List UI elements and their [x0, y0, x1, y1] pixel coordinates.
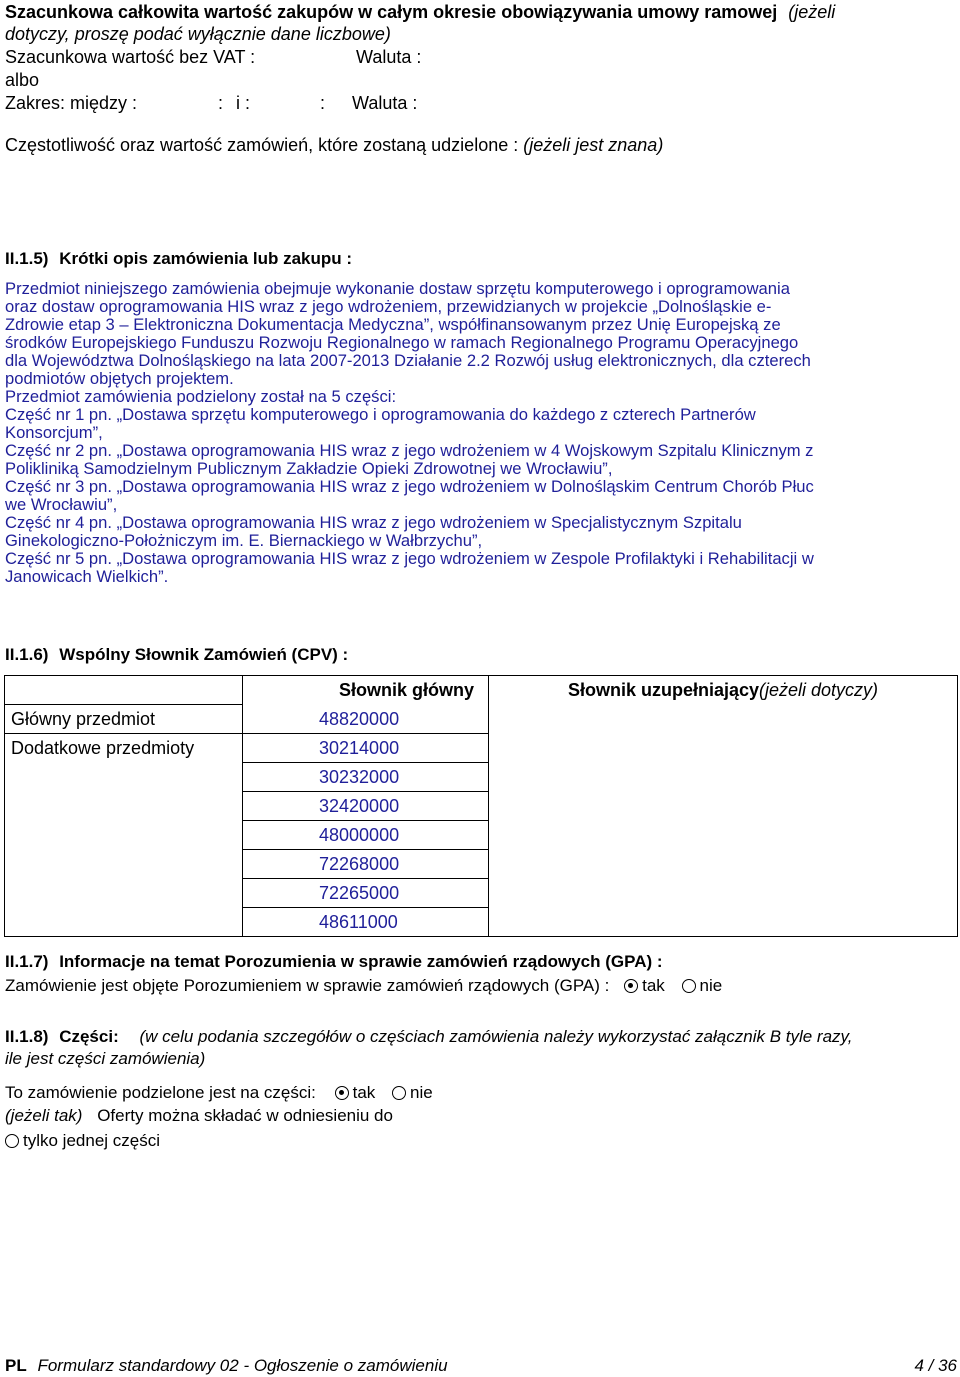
section-8-number: II.1.8) — [5, 1027, 49, 1046]
description-line: Część nr 4 pn. „Dostawa oprogramowania HIS wraz z jego wdrożeniem w Specjalistycznym Szpitalu — [5, 513, 742, 532]
section-8-note-2: ile jest części zamówienia) — [5, 1049, 206, 1068]
section-8-title: Części: — [59, 1027, 119, 1046]
currency-label: Waluta : — [356, 47, 422, 67]
row-additional-label: Dodatkowe przedmioty — [5, 734, 243, 763]
gpa-yes-option[interactable] — [624, 976, 665, 995]
table-row — [5, 850, 958, 879]
range-currency-label: Waluta : — [352, 93, 418, 113]
lots-line — [5, 1083, 433, 1103]
lots-yes-option[interactable] — [335, 1083, 376, 1102]
range-colon-2: : — [320, 93, 326, 113]
offers-label: Oferty można składać w odniesieniu do — [97, 1106, 393, 1125]
description-line: Przedmiot niniejszego zamówienia obejmuje wykonanie dostaw sprzętu komputerowego i oprogramowania — [5, 279, 790, 298]
table-cell — [489, 821, 958, 850]
table-cell — [489, 734, 958, 763]
table-cell — [489, 705, 958, 734]
gpa-no-option[interactable] — [682, 976, 723, 995]
section-8-note: (w celu podania szczegółów o częściach zamówienia należy wykorzystać załącznik B tyle razy, — [139, 1027, 853, 1046]
or-label: albo — [5, 70, 40, 90]
additional-code: 30232000 — [243, 763, 489, 792]
offers-line — [5, 1106, 393, 1126]
col-supp-title: Słownik uzupełniający — [567, 680, 760, 700]
section-5-number: II.1.5) — [5, 249, 49, 268]
framework-value-title: Szacunkowa całkowita wartość zakupów w całym okresie obowiązywania umowy ramowej — [5, 2, 778, 22]
col-main-header: Słownik główny — [243, 676, 489, 705]
radio-selected-icon[interactable] — [624, 979, 638, 993]
table-cell — [5, 763, 243, 792]
description-line: oraz dostaw oprogramowania HIS wraz z jego wdrożeniem, przewidzianych w projekcie „Dolnośląskie e- — [5, 297, 772, 316]
table-cell — [489, 792, 958, 821]
table-cell — [489, 879, 958, 908]
col-supp-note: (jeżeli dotyczy) — [759, 680, 879, 700]
frequency-line — [5, 134, 663, 156]
description-line: Ginekologiczno-Położniczym im. E. Biernackiego w Wałbrzychu”, — [5, 531, 483, 550]
table-cell — [5, 850, 243, 879]
section-8-heading — [5, 1027, 853, 1047]
framework-value-note: (jeżeli — [788, 2, 836, 22]
section-7-number: II.1.7) — [5, 952, 49, 971]
frequency-label: Częstotliwość oraz wartość zamówień, które zostaną udzielone : — [5, 135, 519, 155]
radio-empty-icon[interactable] — [5, 1134, 19, 1148]
frequency-note: (jeżeli jest znana) — [523, 135, 664, 155]
table-row — [5, 821, 958, 850]
value-label: Szacunkowa wartość bez VAT : — [5, 47, 256, 67]
description-line: Zdrowie etap 3 – Elektroniczna Dokumentacja Medyczna”, współfinansowanym przez Unię Europejską ze — [5, 315, 781, 334]
section-5-title: Krótki opis zamówienia lub zakupu : — [59, 249, 353, 268]
description-line: Konsorcjum”, — [5, 423, 103, 442]
main-code: 48820000 — [243, 705, 489, 734]
description-line: Część nr 1 pn. „Dostawa sprzętu komputerowego i oprogramowania do każdego z czterech Partnerów — [5, 405, 756, 424]
row-main-label: Główny przedmiot — [5, 705, 243, 734]
description-line: Część nr 3 pn. „Dostawa oprogramowania HIS wraz z jego wdrożeniem w Dolnośląskim Centrum Chorób Płuc — [5, 477, 814, 496]
description-line: środków Europejskiego Funduszu Rozwoju Regionalnego w ramach Regionalnego Programu Operacyjnego — [5, 333, 799, 352]
lots-question: To zamówienie podzielone jest na części: — [5, 1083, 316, 1102]
additional-code: 32420000 — [243, 792, 489, 821]
range-colon: : — [218, 93, 224, 113]
radio-empty-icon[interactable] — [392, 1086, 406, 1100]
one-lot-label: tylko jednej części — [23, 1131, 161, 1150]
short-description — [5, 280, 955, 586]
range-label: Zakres: między : — [5, 93, 138, 113]
description-line: Część nr 2 pn. „Dostawa oprogramowania HIS wraz z jego wdrożeniem w 4 Wojskowym Szpitalu Klinicznym z — [5, 441, 814, 460]
table-cell — [489, 850, 958, 879]
range-and-label: i : — [236, 93, 251, 113]
additional-code: 48000000 — [243, 821, 489, 850]
col-supp-header — [489, 676, 958, 705]
page-footer — [5, 1356, 957, 1376]
footer-form-title: Formularz standardowy 02 - Ogłoszenie o zamówieniu — [37, 1356, 448, 1375]
gpa-yes-label: tak — [642, 976, 665, 995]
table-row — [5, 908, 958, 937]
description-line: we Wrocławiu”, — [5, 495, 118, 514]
section-7-title: Informacje na temat Porozumienia w sprawie zamówień rządowych (GPA) : — [59, 952, 663, 971]
table-row — [5, 705, 958, 734]
table-row — [5, 763, 958, 792]
section-6-heading — [5, 645, 348, 665]
framework-value-note-2: dotyczy, proszę podać wyłącznie dane liczbowe) — [5, 24, 391, 44]
additional-code: 72268000 — [243, 850, 489, 879]
one-lot-option[interactable] — [5, 1131, 160, 1151]
footer-lang: PL — [5, 1356, 27, 1375]
description-line: dla Województwa Dolnośląskiego na lata 2007-2013 Działanie 2.2 Rozwój usług elektronicznych, dla czterech — [5, 351, 811, 370]
radio-empty-icon[interactable] — [682, 979, 696, 993]
table-cell — [5, 676, 243, 705]
table-row — [5, 792, 958, 821]
framework-value-heading — [5, 1, 835, 23]
table-row — [5, 734, 958, 763]
additional-code: 30214000 — [243, 734, 489, 763]
additional-code: 48611000 — [243, 908, 489, 937]
radio-selected-icon[interactable] — [335, 1086, 349, 1100]
table-cell — [489, 908, 958, 937]
section-7-heading — [5, 952, 663, 972]
table-cell — [489, 763, 958, 792]
additional-code: 72265000 — [243, 879, 489, 908]
section-6-number: II.1.6) — [5, 645, 49, 664]
cpv-table — [4, 675, 958, 937]
lots-no-option[interactable] — [392, 1083, 433, 1102]
lots-yes-label: tak — [352, 1083, 376, 1102]
if-yes-label: (jeżeli tak) — [5, 1106, 83, 1125]
description-line: Przedmiot zamówienia podzielony został na 5 części: — [5, 387, 397, 406]
table-header-row — [5, 676, 958, 705]
gpa-question: Zamówienie jest objęte Porozumieniem w sprawie zamówień rządowych (GPA) : — [5, 976, 610, 995]
table-cell — [5, 879, 243, 908]
table-cell — [5, 908, 243, 937]
section-5-heading — [5, 249, 352, 269]
description-line: podmiotów objętych projektem. — [5, 369, 234, 388]
gpa-line — [5, 976, 722, 996]
table-row — [5, 879, 958, 908]
table-cell — [5, 821, 243, 850]
section-6-title: Wspólny Słownik Zamówień (CPV) : — [59, 645, 349, 664]
description-line: Janowicach Wielkich”. — [5, 567, 169, 586]
description-line: Polikliniką Samodzielnym Publicznym Zakładzie Opieki Zdrowotnej we Wrocławiu”, — [5, 459, 613, 478]
footer-page-number: 4 / 36 — [914, 1356, 957, 1375]
table-cell — [5, 792, 243, 821]
gpa-no-label: nie — [699, 976, 723, 995]
description-line: Część nr 5 pn. „Dostawa oprogramowania HIS wraz z jego wdrożeniem w Zespole Profilaktyki i Rehabilitacji w — [5, 549, 814, 568]
lots-no-label: nie — [410, 1083, 433, 1102]
